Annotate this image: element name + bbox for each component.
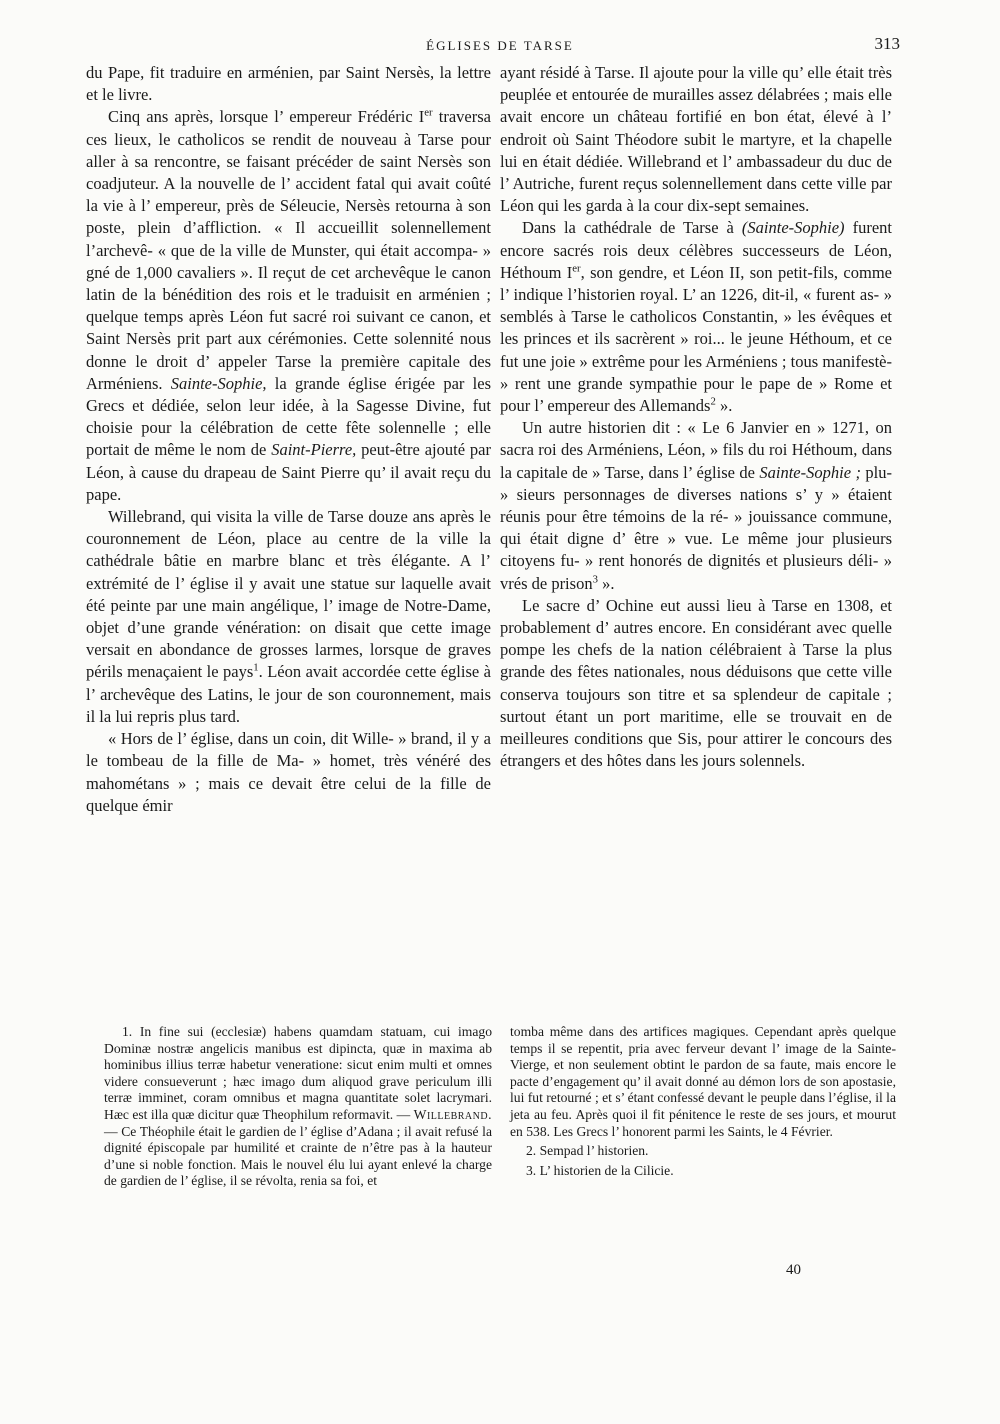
left-paragraph-4: « Hors de l’ église, dans un coin, dit Wille- » brand, il y a le tombeau de la fille de Ma- » homet, très vénéré des mahométans » ; mais ce devait être celui de la fille de quelque émir: [86, 729, 491, 815]
left-paragraph-1: du Pape, fit traduire en arménien, par Saint Nersès, la lettre et le livre.: [86, 63, 491, 105]
footnote-2: 2. Sempad l’ historien.: [526, 1143, 649, 1159]
running-header: [0, 34, 1000, 56]
footnote-1-part-2: tomba même dans des artifices magiques. Cependant après quelque temps il se repentit, pria avec ferveur devant l’ image de la Sainte-Vierge, et non seulement obtint le pardon de sa faute, mais encore le pacte d’engagement qu’ il avait donné au démon lors de son apostasie, lui fut retourné ; et s’ étant confessé devant le peuple dans l’église, il la jeta au feu. Après quoi il fit pénitence le reste de ses jours, et mourut en 538. Les Grecs l’ honorent parmi les Saints, le 4 Février.: [510, 1024, 896, 1139]
left-column: [86, 62, 491, 817]
right-paragraph-1: ayant résidé à Tarse. Il ajoute pour la ville qu’ elle était très peuplée et entourée de murailles assez délabrées ; mais elle avait encore un château fortifié en bon état, élevé à l’ endroit où Saint Théodore subit le martyre, et la chapelle lui en était dédiée. Willebrand et l’ ambassadeur du duc de l’ Autriche, furent reçus solennellement dans cette ville par Léon qui les garda à la cour dix-sept semaines.: [500, 63, 892, 216]
left-paragraph-2: Cinq ans après, lorsque l’ empereur Frédéric Ier traversa ces lieux, le catholicos se rendit de nouveau à Tarse pour aller à sa rencontre, se faisant précéder de saint Nersès son coadjuteur. A la nouvelle de l’ accident fatal qui avait coûté la vie à l’ empereur, près de Séleucie, Nersès retourna à son poste, plein d’affliction. « Il accueillit solennellement l’archevê- « que de la ville de Munster, qui était accompa- » gné de 1,000 cavaliers ». Il reçut de cet archevêque le canon latin de la bénédition des rois et le traduisit en arménien ; quelque temps après Léon fut sacré roi suivant ce canon, et Saint Nersès prit part aux cérémonies. Cette solennité nous donne le droit d’ appeler Tarse la première capitale des Arméniens. Sainte-Sophie, la grande église érigée par les Grecs et dédiée, selon leur idée, à la Sagesse Divine, fut choisie pour la célébration de cette fête solennelle ; elle portait de même le nom de Saint-Pierre, peut-être ajouté par Léon, à cause du drapeau de Saint Pierre qu’ il avait reçu du pape.: [86, 106, 492, 504]
footnotes-right: [510, 1024, 896, 1179]
signature-mark: 40: [786, 1262, 801, 1278]
right-paragraph-4: Le sacre d’ Ochine eut aussi lieu à Tarse en 1308, et probablement d’ autres encore. En considérant avec quelle pompe les chefs de la nation célébraient à Tarse la plus grande des fêtes nationales, nous déduisons que cette ville conserva toujours son titre et sa splendeur de capitale ; surtout étant un port maritime, elle se trouvait en de meilleures conditions que Sis, pour attirer le concours des étrangers et des hôtes dans les jours solennels.: [500, 595, 892, 771]
footnote-1-part-1: 1. In fine sui (ecclesiæ) habens quamdam statuam, cui imago Dominæ nostræ angelicis manibus est dipincta, quæ in maxima ab hominibus illius terræ habetur veneratione: sicut enim multi et omnes videre consueverunt ; hæc imago dum aliquod grave periculum illi terræ imminet, coram omnibus et magna quantitate solet lacrymari. Hæc est illa quæ dicitur quæ Theophilum reformavit. — Willebrand. — Ce Théophile était le gardien de l’ église d’Adana ; il avait refusé la dignité épiscopale par humilité et crainte de n’être pas à la hauteur d’une si noble fonction. Mais le nouvel élu lui ayant enlevé la charge de gardien de l’ église, il se révolta, renia sa foi, et: [104, 1024, 492, 1189]
page-number: 313: [874, 34, 900, 53]
footnotes-left: [104, 1024, 492, 1190]
right-paragraph-3: Un autre historien dit : « Le 6 Janvier en » 1271, on sacra roi des Arméniens, Léon, » fils du roi Héthoum, dans la capitale de » Tarse, dans l’ église de Sainte-Sophie ; plu- » sieurs personnages de diverses nations s’ y » étaient réunis pour être témoins de la ré- » jouissance commune, qui était digne d’ être » vue. Le même jour plusieurs citoyens fu- » rent honorés de dignités et plusieurs déli- » vrés de prison$^3$ ».: [500, 418, 892, 593]
right-column: [500, 62, 892, 773]
right-paragraph-2: Dans la cathédrale de Tarse à (Sainte-Sophie) furent encore sacrés rois deux célèbres successeurs de Léon, Héthoum Ier, son gendre, et Léon II, son petit-fils, comme l’ indique l’historien royal. L’ an 1226, dit-il, « furent as- » semblés à Tarse le catholicos Constantin, » les évêques et les princes et ils sacrèrent » roi... le jeune Héthoum, et ce fut une joie » extrême pour les Arméniens ; tous manifestè- » rent une grande sympathie pour le pape de » Rome et pour l’ empereur des Allemands$^2$ ».: [500, 218, 892, 416]
left-paragraph-3: Willebrand, qui visita la ville de Tarse douze ans après le couronnement de Léon, place au centre de la ville la cathédrale bâtie en marbre blanc et très élégante. A l’ extrémité de l’ église il y avait une statue sur laquelle avait été peinte par une main angélique, l’ image de Notre-Dame, objet d’une grande vénération: on disait que cette image versait en abondance de grosses larmes, lorsque de graves périls menaçaient le pays$^1$. Léon avait accordée cette église à l’ archevêque des Latins, le jour de son couronnement, mais il la lui repris plus tard.: [86, 507, 491, 726]
running-title: ÉGLISES DE TARSE: [426, 38, 574, 53]
footnote-3: 3. L’ historien de la Cilicie.: [526, 1162, 674, 1178]
